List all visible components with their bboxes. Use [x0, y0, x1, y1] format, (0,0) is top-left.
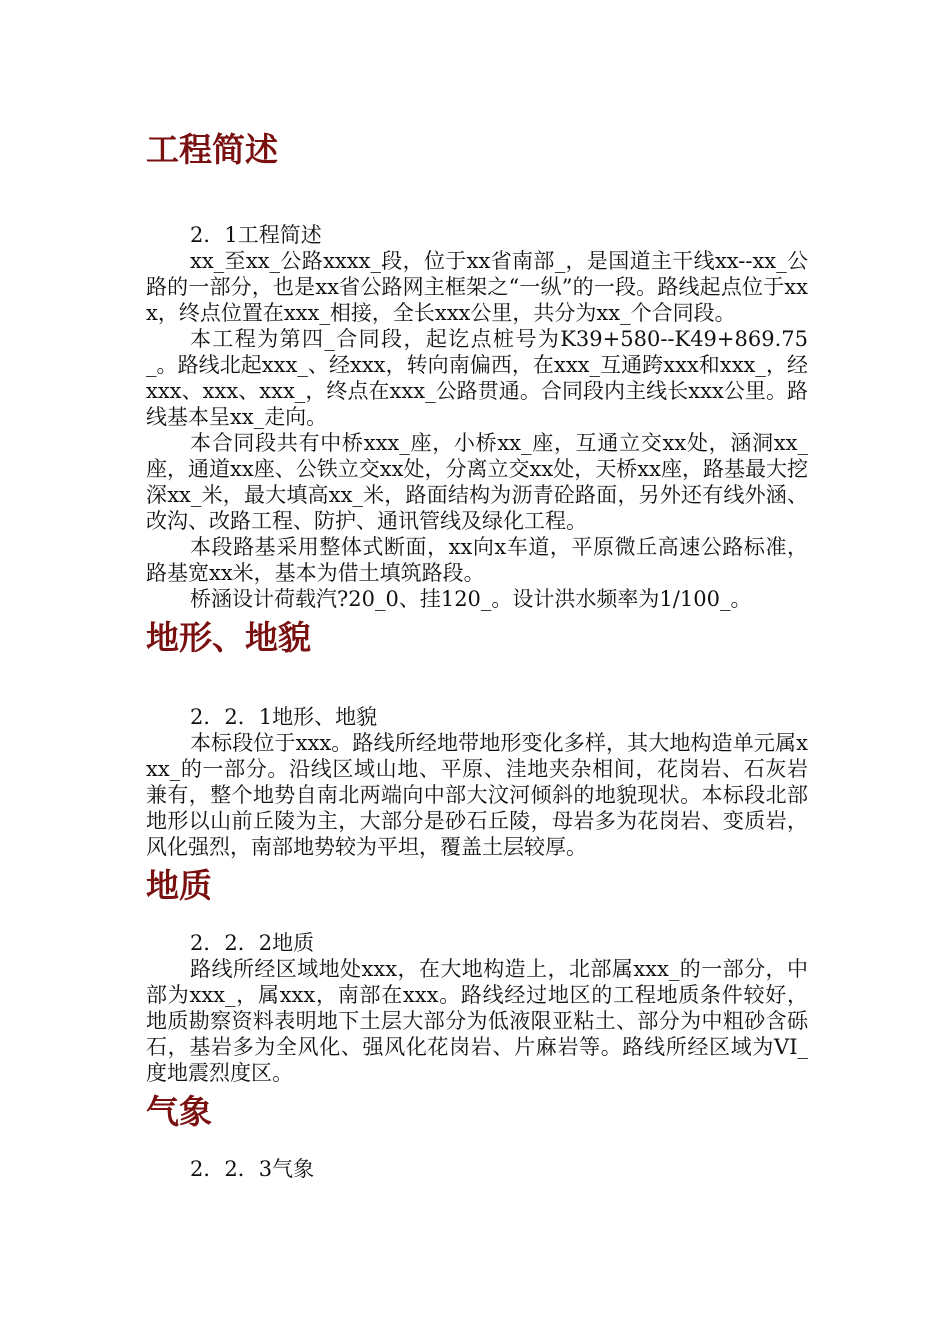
section-title-climate: 气象: [146, 1092, 212, 1131]
document-body: [146, 126, 808, 1182]
paragraph-design-load: 桥涵设计荷载汽?20_0、挂120_。设计洪水频率为1/100_。: [190, 587, 752, 611]
section-title-project-overview: 工程简述: [146, 130, 278, 169]
subsection-heading-terrain: 2．2．1地形、地貌: [190, 705, 378, 729]
subsection-heading-climate: 2．2．3气象: [190, 1157, 315, 1181]
paragraph-geology: 路线所经区域地处xxx，在大地构造上，北部属xxx_的一部分，中部为xxx_，属xxx，南部在xxx。路线经过地区的工程地质条件较好，地质勘察资料表明地下土层大部分为低液限亚粘土、部分为中粗砂含砾石，基岩多为全风化、强风化花岗岩、片麻岩等。路线所经区域为VI_度地震烈度区。: [146, 957, 808, 1085]
paragraph-terrain: 本标段位于xxx。路线所经地带地形变化多样，其大地构造单元属xxx_的一部分。沿线区域山地、平原、洼地夹杂相间，花岗岩、石灰岩兼有，整个地势自南北两端向中部大汶河倾斜的地貌现状。本标段北部地形以山前丘陵为主，大部分是砂石丘陵，母岩多为花岗岩、变质岩，风化强烈，南部地势较为平坦，覆盖土层较厚。: [146, 731, 808, 859]
section-title-geology: 地质: [146, 866, 212, 905]
section-title-terrain: 地形、地貌: [146, 618, 311, 657]
paragraph-roadbed: 本段路基采用整体式断面，xx向x车道，平原微丘高速公路标准，路基宽xx米，基本为借土填筑路段。: [146, 535, 808, 585]
paragraph-structures: 本合同段共有中桥xxx_座，小桥xx_座，互通立交xx处，涵洞xx_座，通道xx座、公铁立交xx处，分离立交xx处，天桥xx座，路基最大挖深xx_米，最大填高xx_米，路面结构为沥青砼路面，另外还有线外涵、改沟、改路工程、防护、通讯管线及绿化工程。: [146, 431, 808, 533]
paragraph-contract-section: 本工程为第四_合同段，起讫点桩号为K39+580--K49+869.75_。路线北起xxx_、经xxx，转向南偏西，在xxx_互通跨xxx和xxx_，经xxx、xxx、xxx_，终点在xxx_公路贯通。合同段内主线长xxx公里。路线基本呈xx_走向。: [146, 327, 808, 429]
subsection-heading-geology: 2．2．2地质: [190, 931, 315, 955]
paragraph-project-location: xx_至xx_公路xxxx_段，位于xx省南部_，是国道主干线xx--xx_公路的一部分，也是xx省公路网主框架之“一纵”的一段。路线起点位于xxx，终点位置在xxx_相接，全长xxx公里，共分为xx_个合同段。: [146, 249, 808, 325]
subsection-heading-project-overview: 2．1工程简述: [190, 223, 322, 247]
